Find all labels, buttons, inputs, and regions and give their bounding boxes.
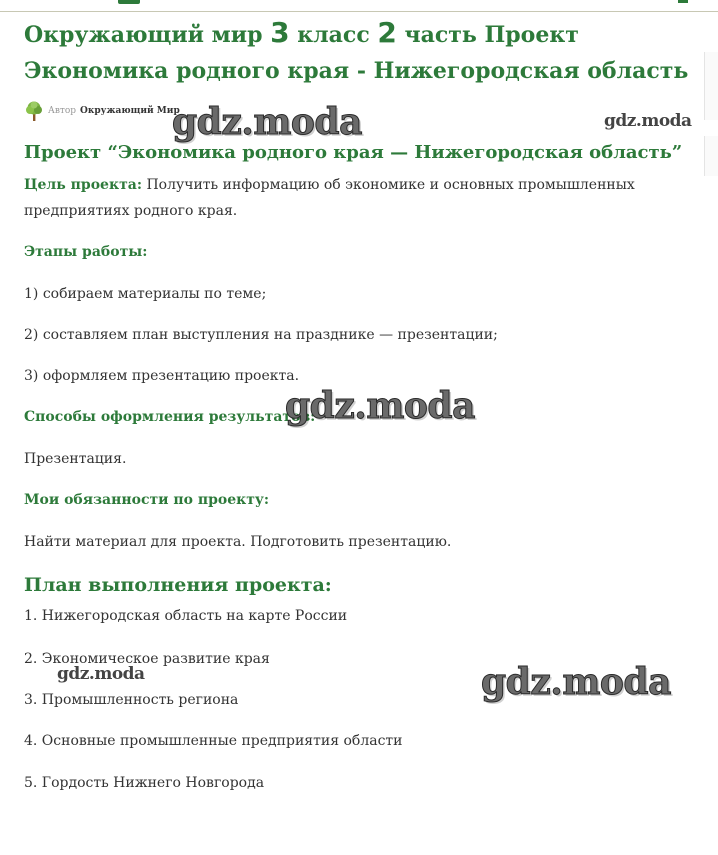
sidebar-edge-top: [704, 52, 718, 120]
top-divider: [0, 11, 718, 12]
watermark-logo: gdz.moda: [481, 661, 671, 703]
goal-label: Цель проекта:: [24, 177, 142, 193]
plan-item: 4. Основные промышленные предприятия области: [24, 733, 403, 749]
project-heading: Проект “Экономика родного края — Нижегородская область”: [24, 142, 683, 163]
stages-label: Этапы работы:: [24, 244, 148, 260]
header-accent-right: [678, 0, 688, 3]
duties-text: Найти материал для проекта. Подготовить презентацию.: [24, 534, 452, 550]
author-link[interactable]: Окружающий Мир: [80, 106, 180, 116]
author-info: [24, 100, 180, 122]
plan-item: 2. Экономическое развитие края: [24, 651, 270, 667]
duties-label: Мои обязанности по проекту:: [24, 492, 270, 508]
watermark-logo: gdz.moda: [57, 664, 145, 684]
tree-icon: [24, 100, 44, 122]
stage-item: 1) собираем материалы по теме;: [24, 286, 267, 302]
project-goal: [24, 172, 684, 224]
sidebar-edge-bottom: [704, 136, 718, 176]
stage-item: 2) составляем план выступления на празднике — презентации;: [24, 327, 498, 343]
goal-text: Получить информацию об экономике и основных промышленных предприятиях родного края.: [24, 177, 635, 219]
methods-label: Способы оформления результатов:: [24, 409, 316, 425]
methods-text: Презентация.: [24, 451, 127, 467]
author-label: Автор: [48, 106, 77, 116]
watermark-logo: gdz.moda: [604, 111, 692, 131]
watermark-logo: gdz.moda: [172, 101, 362, 143]
page-title: Окружающий мир 3 класс 2 часть Проект Экономика родного края - Нижегородская область: [24, 16, 689, 84]
plan-heading: План выполнения проекта:: [24, 574, 332, 596]
plan-item: 3. Промышленность региона: [24, 692, 239, 708]
watermark-logo: gdz.moda: [285, 385, 475, 427]
plan-item: 5. Гордость Нижнего Новгорода: [24, 775, 265, 791]
header-accent: [118, 0, 140, 4]
plan-item: 1. Нижегородская область на карте России: [24, 608, 348, 624]
stage-item: 3) оформляем презентацию проекта.: [24, 368, 300, 384]
